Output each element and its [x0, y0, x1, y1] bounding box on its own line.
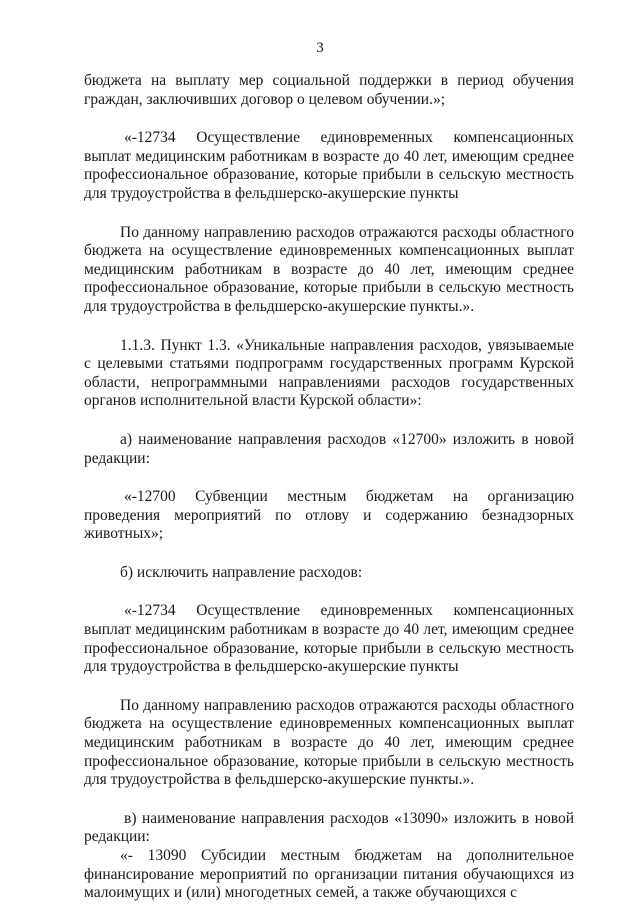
page-number: 3 — [316, 40, 324, 56]
paragraph-12734-excluded-definition: «-12734 Осуществление единовременных компенсационных выплат медицинским работникам в возрасте до 40 лет, имеющим среднее профессиональное образование, которые прибыли в сельскую местность для трудоустройства в фельдшерско-акушерские пункты — [84, 602, 574, 676]
paragraph-1-1-3: 1.1.3. Пункт 1.3. «Уникальные направления расходов, увязываемые с целевыми статьями подпрограмм государственных программ Курской области, непрограммными направлениями расходов государственных органов исполнительной власти Курской области»: — [84, 336, 574, 410]
paragraph-item-v: в) наименование направления расходов «13090» изложить в новой редакции: — [84, 809, 574, 846]
paragraph-12734-expenses: По данному направлению расходов отражаются расходы областного бюджета на осуществление единовременных компенсационных выплат медицинским работникам в возрасте до 40 лет, имеющим среднее профессиональное образование, которые прибыли в сельскую местность для трудоустройства в фельдшерско-акушерские пункты.». — [84, 223, 574, 315]
paragraph-budget-continuation: бюджета на выплату мер социальной поддержки в период обучения граждан, заключивших договор о целевом обучении.»; — [84, 72, 574, 108]
paragraph-12734-excluded-expenses: По данному направлению расходов отражаются расходы областного бюджета на осуществление единовременных компенсационных выплат медицинским работникам в возрасте до 40 лет, имеющим среднее профессиональное образование, которые прибыли в сельскую местность для трудоустройства в фельдшерско-акушерские пункты.». — [84, 696, 574, 789]
paragraph-13090-definition: «- 13090 Субсидии местным бюджетам на дополнительное финансирование мероприятий по организации питания обучающихся из малоимущих и (или) многодетных семей, а также обучающихся с — [84, 847, 574, 902]
paragraph-12734-definition: «-12734 Осуществление единовременных компенсационных выплат медицинским работникам в возрасте до 40 лет, имеющим среднее профессиональное образование, которые прибыли в сельскую местность для трудоустройства в фельдшерско-акушерские пункты — [84, 129, 574, 202]
paragraph-item-b: б) исключить направление расходов: — [120, 563, 363, 581]
paragraph-12700-definition: «-12700 Субвенции местным бюджетам на организацию проведения мероприятий по отлову и содержанию безнадзорных животных»; — [84, 488, 574, 543]
paragraph-item-a: а) наименование направления расходов «12700» изложить в новой редакции: — [84, 430, 574, 467]
document-body — [84, 72, 574, 903]
